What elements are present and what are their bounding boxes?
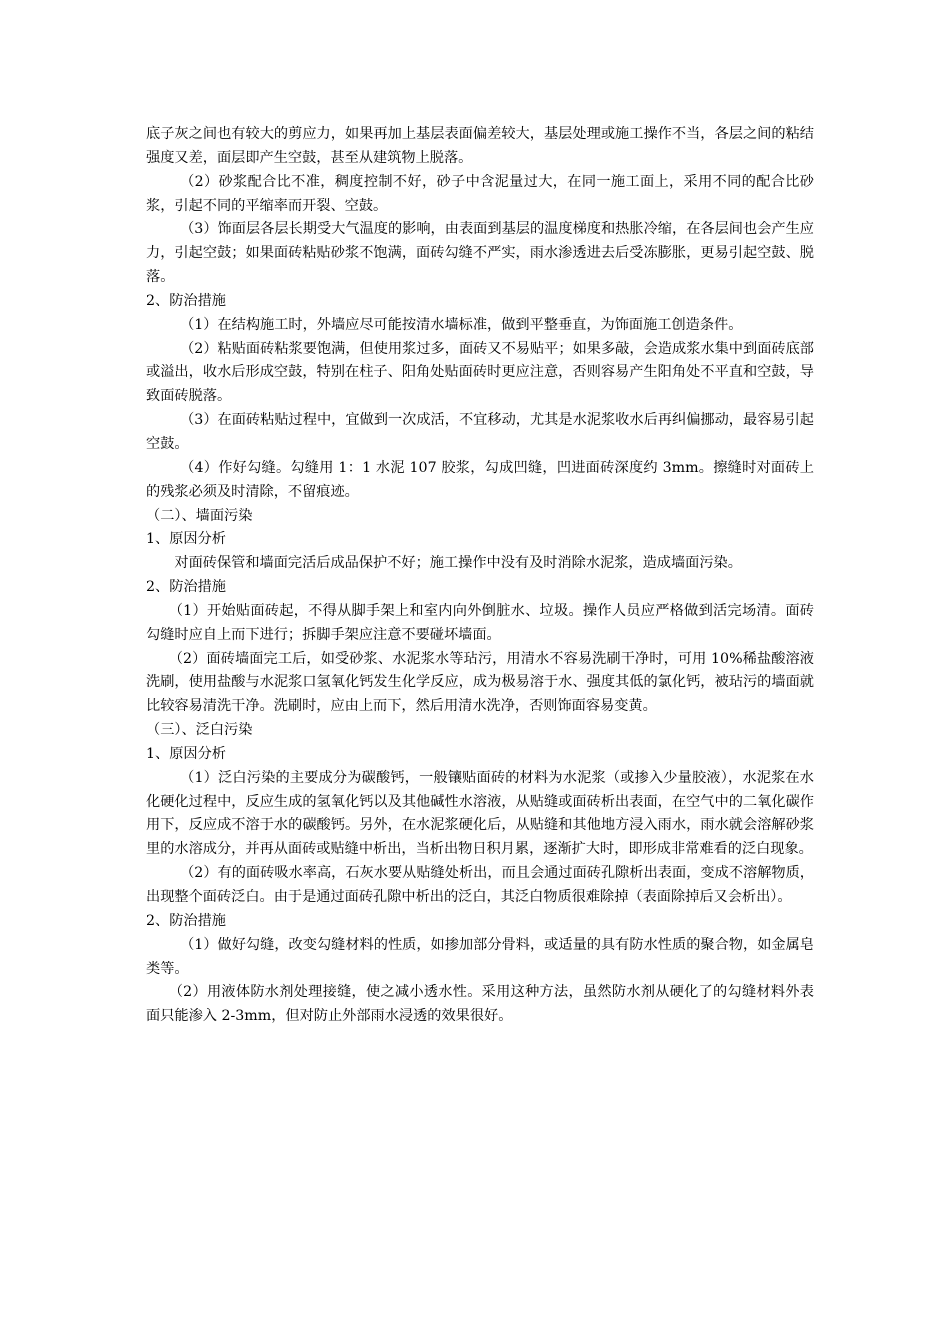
paragraph-cause-wall: 对面砖保管和墙面完活后成品保护不好；施工操作中没有及时消除水泥浆，造成墙面污染。	[174, 555, 742, 572]
paragraph-cause-2: （2）砂浆配合比不准，稠度控制不好，砂子中含泥量过大，在同一施工面上，采用不同的配合比砂浆，引起不同的平缩率而开裂、空鼓。	[146, 173, 814, 214]
paragraph-cause-3-1: （1）泛白污染的主要成分为碳酸钙，一般镶贴面砖的材料为水泥浆（或掺入少量胶液），水泥浆在水化硬化过程中，反应生成的氢氧化钙以及其他碱性水溶液，从贴缝或面砖析出表面，在空气中的二氧化碳作用下，反应成不溶于水的碳酸钙。另外，在水泥浆硬化后，从贴缝和其他地方浸入雨水，雨水就会溶解砂浆里的水溶成分，并再从面砖或贴缝中析出，当析出物日积月累，逐渐扩大时，即形成非常难看的泛白现象。	[146, 769, 814, 858]
paragraph-prevention-2-2: （2）面砖墙面完工后，如受砂浆、水泥浆水等玷污，用清水不容易洗刷干净时，可用 10%稀盐酸溶液洗刷，使用盐酸与水泥浆口氢氧化钙发生化学反应，成为极易溶于水、强度其低的氯化钙，被玷污的墙面就比较容易清洗干净。洗刷时，应由上而下，然后用清水洗净，否则饰面容易变黄。	[146, 650, 814, 715]
section-heading-efflorescence: （三）、泛白污染	[146, 722, 253, 739]
heading-cause-analysis-3: 1、原因分析	[146, 745, 226, 762]
document-page	[146, 123, 814, 1029]
paragraph-prevention-1-2: （2）粘贴面砖粘浆要饱满，但使用浆过多，面砖又不易贴平；如果多敲，会造成浆水集中到面砖底部或溢出，收水后形成空鼓，特别在柱子、阳角处贴面砖时更应注意，否则容易产生阳角处不平直和空鼓，导致面砖脱落。	[146, 340, 814, 405]
paragraph-prevention-1-4: （4）作好勾缝。勾缝用 1：1 水泥 107 胶浆，勾成凹缝，凹进面砖深度约 3mm。擦缝时对面砖上的残浆必须及时清除，不留痕迹。	[146, 459, 814, 500]
paragraph-continuation: 底子灰之间也有较大的剪应力，如果再加上基层表面偏差较大，基层处理或施工操作不当，各层之间的粘结强度又差，面层即产生空鼓，甚至从建筑物上脱落。	[146, 126, 814, 166]
paragraph-prevention-1-3: （3）在面砖粘贴过程中，宜做到一次成活，不宜移动，尤其是水泥浆收水后再纠偏挪动，最容易引起空鼓。	[146, 412, 814, 452]
paragraph-cause-3-2: （2）有的面砖吸水率高，石灰水要从贴缝处析出，而且会通过面砖孔隙析出表面，变成不溶解物质，出现整个面砖泛白。由于是通过面砖孔隙中析出的泛白，其泛白物质很难除掉（表面除掉后又会析出）。	[146, 865, 814, 905]
heading-cause-analysis-2: 1、原因分析	[146, 531, 226, 548]
paragraph-prevention-2-1: （1）开始贴面砖起，不得从脚手架上和室内向外倒脏水、垃圾。操作人员应严格做到活完场清。面砖勾缝时应自上而下进行；拆脚手架应注意不要碰坏墙面。	[146, 602, 814, 643]
section-heading-wall-pollution: （二）、墙面污染	[146, 507, 253, 524]
paragraph-prevention-3-2: （2）用液体防水剂处理接缝，使之减小透水性。采用这种方法，虽然防水剂从硬化了的勾缝材料外表面只能渗入 2-3mm，但对防止外部雨水浸透的效果很好。	[146, 984, 814, 1025]
paragraph-cause-3: （3）饰面层各层长期受大气温度的影响，由表面到基层的温度梯度和热胀冷缩，在各层间也会产生应力，引起空鼓；如果面砖粘贴砂浆不饱满，面砖勾缝不严实，雨水渗透进去后受冻膨胀，更易引起空鼓、脱落。	[146, 221, 814, 286]
paragraph-prevention-3-1: （1）做好勾缝，改变勾缝材料的性质，如掺加部分骨料，或适量的具有防水性质的聚合物，如金属皂类等。	[146, 936, 814, 977]
paragraph-prevention-1-1: （1）在结构施工时，外墙应尽可能按清水墙标准，做到平整垂直，为饰面施工创造条件。	[180, 316, 743, 333]
heading-prevention-2: 2、防治措施	[146, 579, 226, 596]
heading-prevention-1: 2、防治措施	[146, 292, 226, 309]
heading-prevention-3: 2、防治措施	[146, 912, 226, 929]
